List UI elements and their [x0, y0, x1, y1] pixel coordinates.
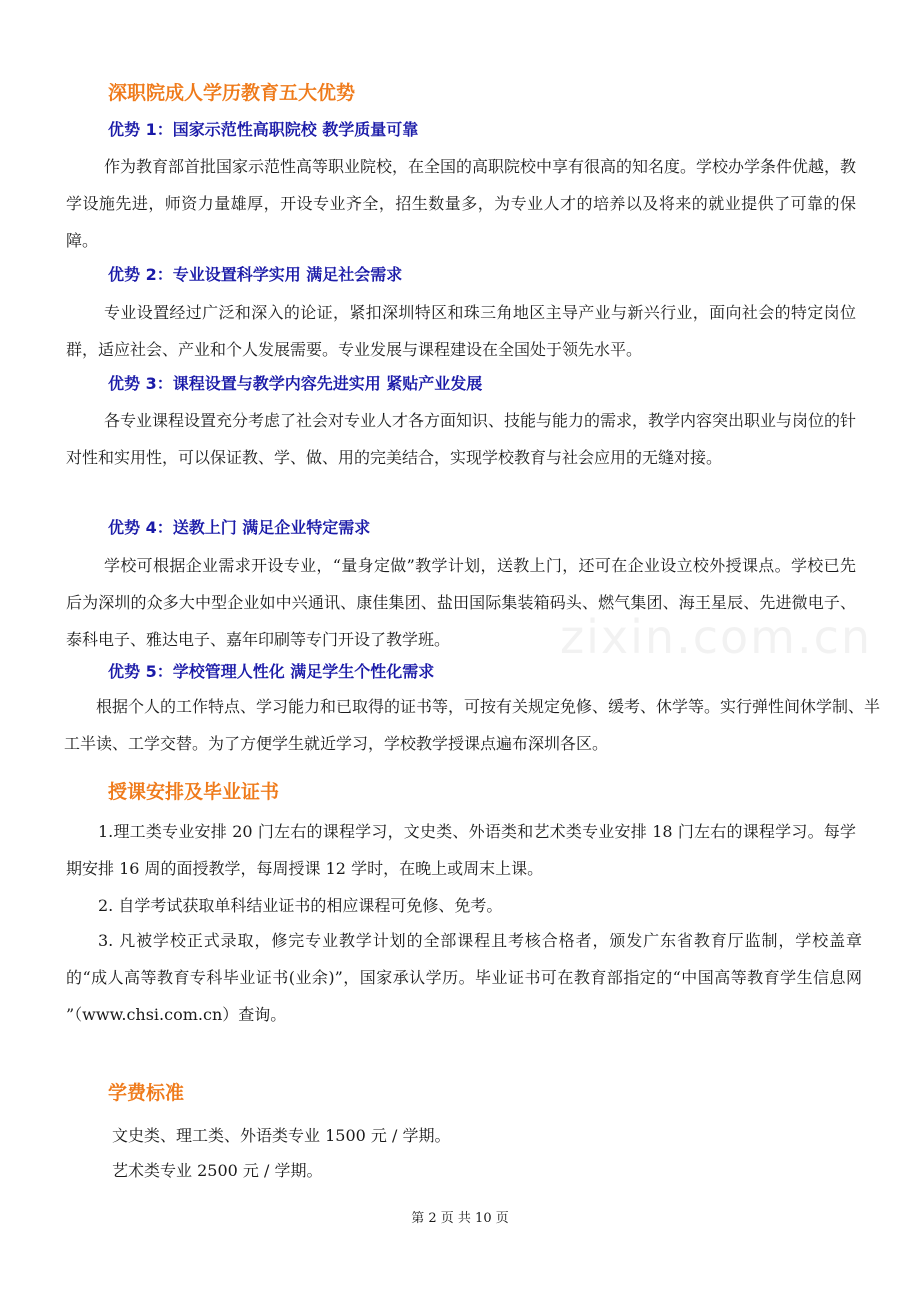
advantage-1-title: 优势 1：国家示范性高职院校 教学质量可靠: [108, 120, 419, 139]
arrangement-item-2: 2. 自学考试获取单科结业证书的相应课程可免修、免考。: [98, 896, 503, 915]
advantage-2-title: 优势 2：专业设置科学实用 满足社会需求: [108, 265, 403, 284]
advantage-4-text: 学校可根据企业需求开设专业，“量身定做”教学计划，送教上门，还可在企业设立校外授课点。学校已先后为深圳的众多大中型企业如中兴通讯、康佳集团、盐田国际集装箱码头、燃气集团、海王星辰、先进微电子、泰科电子、雅达电子、嘉年印刷等专门开设了教学班。: [66, 556, 856, 649]
arrangement-item-1: 1.理工类专业安排 20 门左右的课程学习，文史类、外语类和艺术类专业安排 18 门左右的课程学习。每学期安排 16 周的面授教学，每周授课 12 学时，在晚上或周末上课。: [66, 822, 856, 878]
advantage-3-title: 优势 3：课程设置与教学内容先进实用 紧贴产业发展: [108, 374, 483, 393]
advantage-5-title: 优势 5：学校管理人性化 满足学生个性化需求: [108, 662, 435, 681]
arrangement-item-3: 3. 凡被学校正式录取，修完专业教学计划的全部课程且考核合格者，颁发广东省教育厅监制，学校盖章的“成人高等教育专科毕业证书(业余)”，国家承认学历。毕业证书可在教育部指定的“中国高等教育学生信息网 ”（www.chsi.com.cn）查询。: [66, 931, 862, 1024]
section-title-advantages: 深职院成人学历教育五大优势: [108, 82, 356, 104]
watermark: zixin.com.cn: [560, 610, 873, 664]
advantage-2-text: 专业设置经过广泛和深入的论证，紧扣深圳特区和珠三角地区主导产业与新兴行业，面向社会的特定岗位群，适应社会、产业和个人发展需要。专业发展与课程建设在全国处于领先水平。: [66, 303, 856, 359]
page-footer: 第 2 页 共 10 页: [411, 1211, 509, 1226]
section-title-fees: 学费标准: [108, 1082, 185, 1104]
section-title-arrangements: 授课安排及毕业证书: [108, 781, 280, 803]
fee-item-2: 艺术类专业 2500 元 / 学期。: [112, 1161, 323, 1180]
fee-item-1: 文史类、理工类、外语类专业 1500 元 / 学期。: [112, 1126, 451, 1145]
advantage-5-text: 根据个人的工作特点、学习能力和已取得的证书等，可按有关规定免修、缓考、休学等。实行弹性间休学制、半工半读、工学交替。为了方便学生就近学习，学校教学授课点遍布深圳各区。: [64, 697, 881, 753]
advantage-4-title: 优势 4：送教上门 满足企业特定需求: [108, 518, 371, 537]
advantage-1-text: 作为教育部首批国家示范性高等职业院校，在全国的高职院校中享有很高的知名度。学校办学条件优越，教学设施先进，师资力量雄厚，开设专业齐全，招生数量多，为专业人才的培养以及将来的就业提供了可靠的保障。: [66, 157, 857, 250]
advantage-3-text: 各专业课程设置充分考虑了社会对专业人才各方面知识、技能与能力的需求，教学内容突出职业与岗位的针对性和实用性，可以保证教、学、做、用的完美结合，实现学校教育与社会应用的无缝对接。: [66, 411, 857, 467]
